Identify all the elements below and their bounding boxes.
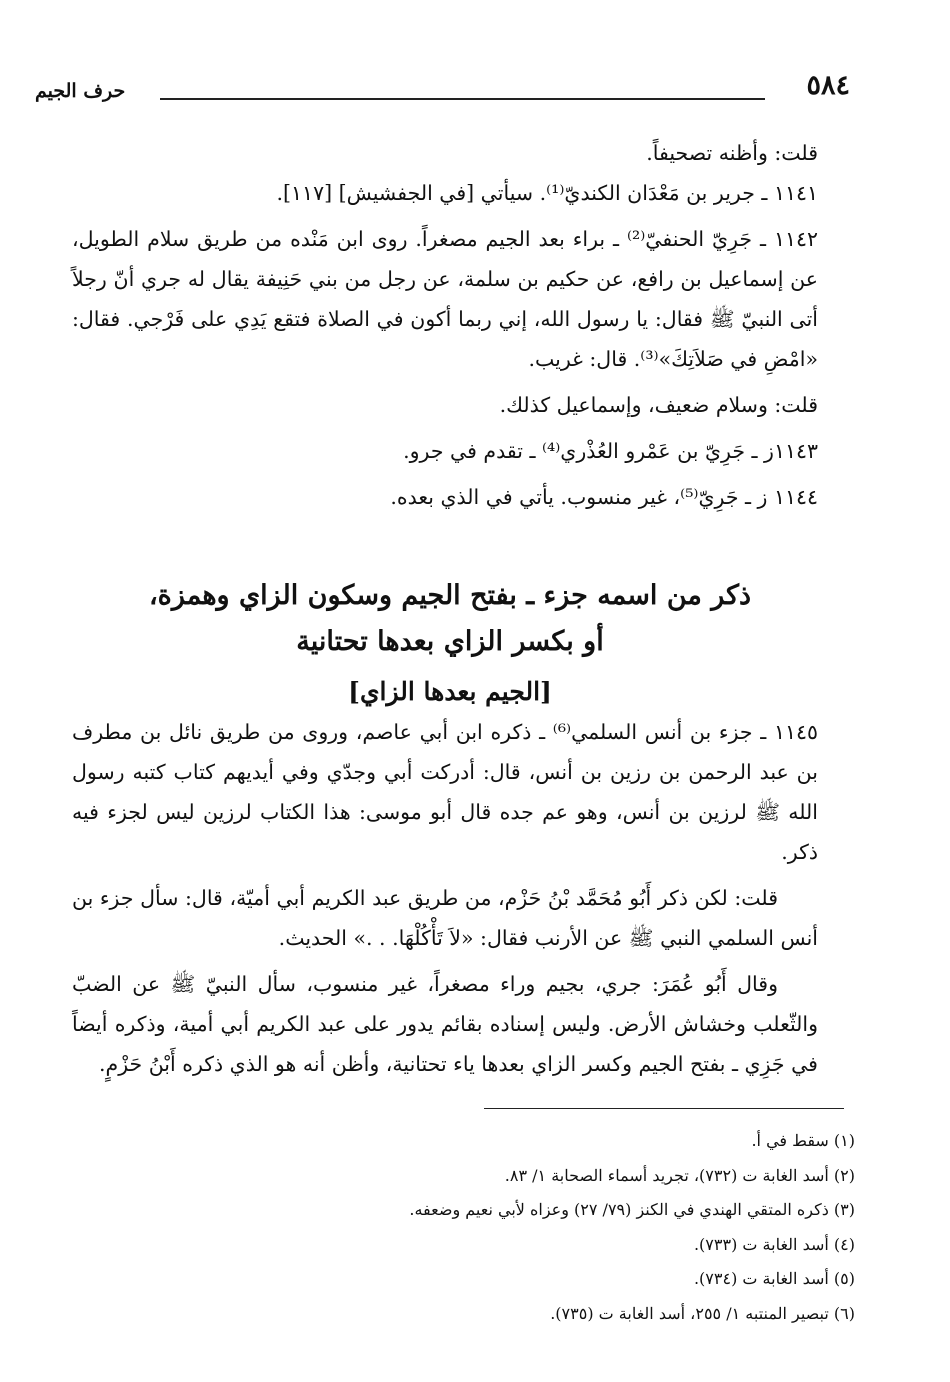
footnote-6: (٦) تبصير المنتبه ١/ ٢٥٥، أسد الغابة ت (٧٣٥).: [550, 1303, 855, 1323]
entry-1143: ١١٤٣ز ـ جَرِيّ بن عَمْرو العُذْري⁽⁴⁾ ـ تقدم في جرو.: [403, 439, 818, 463]
header-rule: [160, 98, 765, 100]
footnotes: [95, 1124, 855, 1331]
chapter-title: حرف الجيم: [35, 80, 126, 102]
entries-block-2: [72, 712, 818, 1084]
paragraph-comment: قلت: لكن ذكر أَبُو مُحَمَّد بْنُ حَزْم، من طريق عبد الكريم أبي أميّة، قال: سأل جزء بن أنس السلمي النبي ﷺ عن الأرنب فقال: «لاَ تَأْكُلْهَا. . .» الحديث.: [72, 886, 818, 950]
paragraph-note-2: قلت: وسلام ضعيف، وإسماعيل كذلك.: [499, 393, 818, 417]
entry-1142: ١١٤٢ ـ جَرِيّ الحنفيّ⁽²⁾ ـ براء بعد الجيم مصغراً. روى ابن مَنْده من طريق سلام الطويل، عن إسماعيل بن رافع، عن حكيم بن سلمة، عن رجل من بني حَنِيفة يقال له جري أنّ رجلاً أتى النبيّ ﷺ فقال: يا رسول الله، إني ربما أكون في الصلاة فتقع يَدِي على فَرْجي. فقال: «امْضِ في صَلاَتِكَ»⁽³⁾. قال: غريب.: [72, 227, 819, 371]
entry-1141: ١١٤١ ـ جرير بن مَعْدَان الكنديّ⁽¹⁾. سيأتي [في الجفشيش] [١١٧].: [276, 181, 818, 205]
footnote-3: (٣) ذكره المتقي الهندي في الكنز (٧٩/ ٢٧) وعزاه لأبي نعيم وضعفه.: [409, 1200, 855, 1219]
paragraph-abu-umar: وقال أَبُو عُمَرَ: جري، بجيم وراء مصغراً، غير منسوب، سأل النبيّ ﷺ عن الضبّ والثّعلب وخشاش الأرض. وليس إسناده بقائم يدور على عبد الكريم أبي أمية، وذكره أيضاً في جَزِي ـ بفتح الجيم وكسر الزاي بعدها ياء تحتانية، وأظن أنه هو الذي ذكره أَبْنُ حَزْمٍ.: [72, 972, 818, 1076]
section-heading-line-2: أو بكسر الزاي بعدها تحتانية: [296, 626, 604, 657]
entry-1145: ١١٤٥ ـ جزء بن أنس السلمي⁽⁶⁾ ـ ذكره ابن أبي عاصم، وروى من طريق نائل بن مطرف بن عبد الرحمن بن رزين بن أنس، قال: أدركت أبي وجدّي وفي أيديهم كتاب كتبه رسول الله ﷺ لرزين بن أنس، وهو عم جده قال أبو موسى: هذا الكتاب لرزين ليس لجزء فيه ذكر.: [72, 720, 818, 864]
page-header: [35, 70, 850, 114]
paragraph-note: قلت: وأظنه تصحيفاً.: [646, 141, 818, 165]
section-heading-line-1: ذكر من اسمه جزء ـ بفتح الجيم وسكون الزاي وهمزة،: [148, 580, 752, 611]
section-heading: [100, 573, 800, 715]
entry-1144: ١١٤٤ ز ـ جَرِيّ⁽⁵⁾، غير منسوب. يأتي في الذي بعده.: [390, 485, 818, 509]
footnote-separator: [484, 1108, 844, 1109]
section-subheading: [الجيم بعدها الزاي]: [348, 677, 552, 706]
footnote-1: (١) سقط في أ.: [751, 1131, 855, 1150]
page-number: ٥٨٤: [806, 70, 850, 101]
footnote-2: (٢) أسد الغابة ت (٧٣٢)، تجريد أسماء الصحابة ١/ ٨٣.: [504, 1165, 855, 1185]
entries-block-1: [72, 133, 818, 517]
footnote-5: (٥) أسد الغابة ت (٧٣٤).: [693, 1269, 855, 1288]
footnote-4: (٤) أسد الغابة ت (٧٣٣).: [693, 1234, 855, 1254]
